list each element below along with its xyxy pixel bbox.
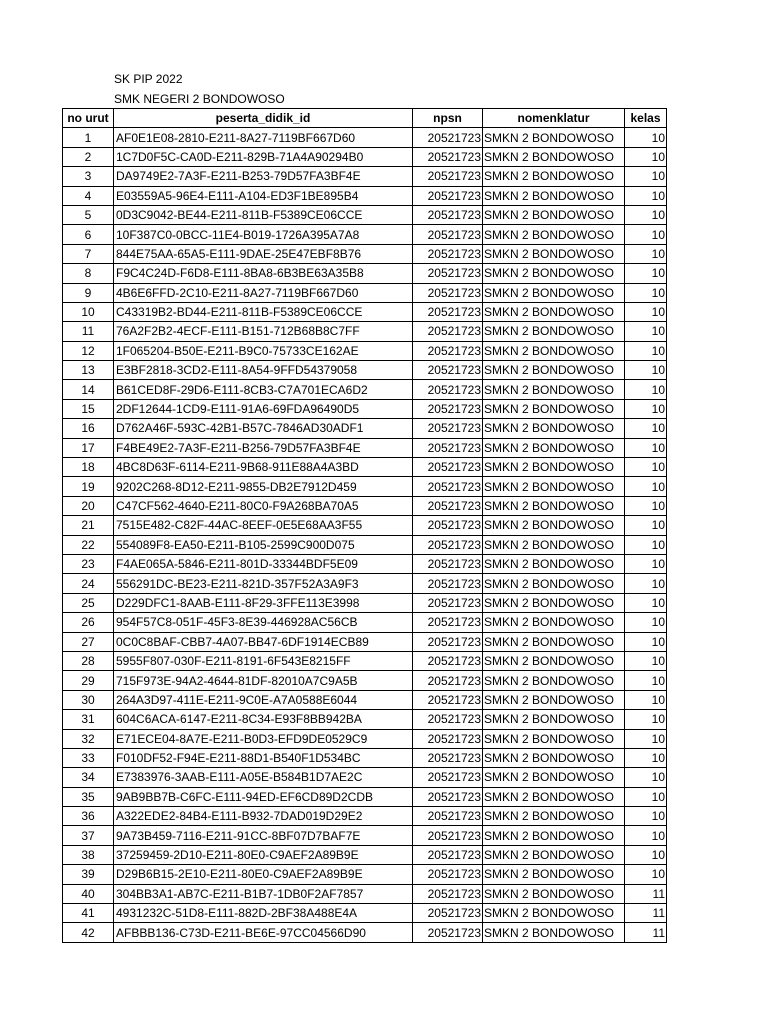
cell-npsn: 20521723 [413, 341, 483, 360]
cell-no-urut: 27 [63, 632, 114, 651]
table-row [63, 554, 667, 573]
table-row [63, 322, 667, 341]
cell-no-urut: 38 [63, 845, 114, 864]
cell-npsn: 20521723 [413, 283, 483, 302]
cell-npsn: 20521723 [413, 593, 483, 612]
cell-no-urut: 5 [63, 205, 114, 224]
cell-peserta-didik-id: 556291DC-BE23-E211-821D-357F52A3A9F3 [114, 574, 413, 593]
cell-no-urut: 34 [63, 768, 114, 787]
table-row [63, 264, 667, 283]
table-row [63, 826, 667, 845]
cell-peserta-didik-id: 304BB3A1-AB7C-E211-B1B7-1DB0F2AF7857 [114, 884, 413, 903]
cell-no-urut: 18 [63, 458, 114, 477]
table-row [63, 535, 667, 554]
cell-no-urut: 20 [63, 496, 114, 515]
cell-peserta-didik-id: F9C4C24D-F6D8-E111-8BA8-6B3BE63A35B8 [114, 264, 413, 283]
table-row [63, 380, 667, 399]
cell-kelas: 10 [625, 845, 667, 864]
cell-peserta-didik-id: 264A3D97-411E-E211-9C0E-A7A0588E6044 [114, 690, 413, 709]
column-header-nomenklatur: nomenklatur [483, 109, 625, 128]
cell-kelas: 10 [625, 264, 667, 283]
table-row [63, 205, 667, 224]
table-row [63, 574, 667, 593]
cell-npsn: 20521723 [413, 167, 483, 186]
cell-npsn: 20521723 [413, 690, 483, 709]
table-row [63, 302, 667, 321]
table-row [63, 923, 667, 942]
table-row [63, 651, 667, 670]
cell-kelas: 11 [625, 904, 667, 923]
cell-npsn: 20521723 [413, 147, 483, 166]
cell-peserta-didik-id: 954F57C8-051F-45F3-8E39-446928AC56CB [114, 613, 413, 632]
table-row [63, 399, 667, 418]
cell-nomenklatur: SMKN 2 BONDOWOSO [483, 496, 625, 515]
cell-no-urut: 3 [63, 167, 114, 186]
cell-no-urut: 13 [63, 361, 114, 380]
cell-nomenklatur: SMKN 2 BONDOWOSO [483, 283, 625, 302]
cell-nomenklatur: SMKN 2 BONDOWOSO [483, 167, 625, 186]
cell-nomenklatur: SMKN 2 BONDOWOSO [483, 807, 625, 826]
cell-kelas: 10 [625, 710, 667, 729]
cell-no-urut: 30 [63, 690, 114, 709]
cell-kelas: 10 [625, 807, 667, 826]
cell-nomenklatur: SMKN 2 BONDOWOSO [483, 554, 625, 573]
cell-nomenklatur: SMKN 2 BONDOWOSO [483, 419, 625, 438]
cell-npsn: 20521723 [413, 458, 483, 477]
cell-peserta-didik-id: D229DFC1-8AAB-E111-8F29-3FFE113E3998 [114, 593, 413, 612]
cell-nomenklatur: SMKN 2 BONDOWOSO [483, 651, 625, 670]
cell-npsn: 20521723 [413, 399, 483, 418]
cell-nomenklatur: SMKN 2 BONDOWOSO [483, 477, 625, 496]
cell-npsn: 20521723 [413, 186, 483, 205]
cell-no-urut: 15 [63, 399, 114, 418]
cell-kelas: 10 [625, 516, 667, 535]
table-row [63, 748, 667, 767]
table-row [63, 768, 667, 787]
cell-npsn: 20521723 [413, 438, 483, 457]
cell-kelas: 10 [625, 244, 667, 263]
cell-npsn: 20521723 [413, 574, 483, 593]
cell-no-urut: 16 [63, 419, 114, 438]
cell-kelas: 10 [625, 593, 667, 612]
cell-peserta-didik-id: 5955F807-030F-E211-8191-6F543E8215FF [114, 651, 413, 670]
cell-npsn: 20521723 [413, 554, 483, 573]
table-row [63, 419, 667, 438]
cell-peserta-didik-id: DA9749E2-7A3F-E211-B253-79D57FA3BF4E [114, 167, 413, 186]
cell-kelas: 11 [625, 884, 667, 903]
cell-no-urut: 42 [63, 923, 114, 942]
table-row [63, 884, 667, 903]
cell-nomenklatur: SMKN 2 BONDOWOSO [483, 923, 625, 942]
table-row [63, 845, 667, 864]
cell-peserta-didik-id: 9AB9BB7B-C6FC-E111-94ED-EF6CD89D2CDB [114, 787, 413, 806]
cell-kelas: 10 [625, 283, 667, 302]
table-row [63, 147, 667, 166]
cell-kelas: 10 [625, 361, 667, 380]
cell-nomenklatur: SMKN 2 BONDOWOSO [483, 264, 625, 283]
cell-no-urut: 41 [63, 904, 114, 923]
cell-no-urut: 40 [63, 884, 114, 903]
cell-nomenklatur: SMKN 2 BONDOWOSO [483, 438, 625, 457]
cell-no-urut: 37 [63, 826, 114, 845]
column-header-peserta-didik-id: peserta_didik_id [114, 109, 413, 128]
cell-kelas: 10 [625, 322, 667, 341]
cell-kelas: 10 [625, 399, 667, 418]
cell-npsn: 20521723 [413, 613, 483, 632]
cell-no-urut: 4 [63, 186, 114, 205]
cell-peserta-didik-id: D29B6B15-2E10-E211-80E0-C9AEF2A89B9E [114, 865, 413, 884]
cell-peserta-didik-id: E7383976-3AAB-E111-A05E-B584B1D7AE2C [114, 768, 413, 787]
cell-npsn: 20521723 [413, 302, 483, 321]
cell-kelas: 10 [625, 477, 667, 496]
cell-peserta-didik-id: 1C7D0F5C-CA0D-E211-829B-71A4A90294B0 [114, 147, 413, 166]
cell-no-urut: 11 [63, 322, 114, 341]
cell-no-urut: 25 [63, 593, 114, 612]
cell-no-urut: 23 [63, 554, 114, 573]
cell-npsn: 20521723 [413, 361, 483, 380]
cell-kelas: 10 [625, 574, 667, 593]
cell-npsn: 20521723 [413, 748, 483, 767]
cell-kelas: 10 [625, 458, 667, 477]
column-header-kelas: kelas [625, 109, 667, 128]
cell-nomenklatur: SMKN 2 BONDOWOSO [483, 361, 625, 380]
table-row [63, 671, 667, 690]
cell-npsn: 20521723 [413, 904, 483, 923]
cell-npsn: 20521723 [413, 671, 483, 690]
cell-nomenklatur: SMKN 2 BONDOWOSO [483, 884, 625, 903]
table-row [63, 690, 667, 709]
cell-npsn: 20521723 [413, 845, 483, 864]
table-row [63, 477, 667, 496]
cell-npsn: 20521723 [413, 884, 483, 903]
cell-nomenklatur: SMKN 2 BONDOWOSO [483, 768, 625, 787]
column-header-npsn: npsn [413, 109, 483, 128]
cell-kelas: 10 [625, 729, 667, 748]
cell-npsn: 20521723 [413, 264, 483, 283]
cell-kelas: 10 [625, 186, 667, 205]
cell-no-urut: 7 [63, 244, 114, 263]
table-row [63, 632, 667, 651]
cell-npsn: 20521723 [413, 244, 483, 263]
cell-peserta-didik-id: F4AE065A-5846-E211-801D-33344BDF5E09 [114, 554, 413, 573]
cell-kelas: 10 [625, 225, 667, 244]
cell-peserta-didik-id: 715F973E-94A2-4644-81DF-82010A7C9A5B [114, 671, 413, 690]
table-row [63, 458, 667, 477]
table-row [63, 225, 667, 244]
table-row [63, 167, 667, 186]
cell-npsn: 20521723 [413, 651, 483, 670]
cell-peserta-didik-id: 9A73B459-7116-E211-91CC-8BF07D7BAF7E [114, 826, 413, 845]
cell-nomenklatur: SMKN 2 BONDOWOSO [483, 671, 625, 690]
cell-no-urut: 26 [63, 613, 114, 632]
cell-peserta-didik-id: E71ECE04-8A7E-E211-B0D3-EFD9DE0529C9 [114, 729, 413, 748]
cell-nomenklatur: SMKN 2 BONDOWOSO [483, 613, 625, 632]
cell-nomenklatur: SMKN 2 BONDOWOSO [483, 225, 625, 244]
cell-no-urut: 31 [63, 710, 114, 729]
cell-nomenklatur: SMKN 2 BONDOWOSO [483, 535, 625, 554]
cell-kelas: 10 [625, 768, 667, 787]
cell-nomenklatur: SMKN 2 BONDOWOSO [483, 399, 625, 418]
cell-peserta-didik-id: 4B6E6FFD-2C10-E211-8A27-7119BF667D60 [114, 283, 413, 302]
table-row [63, 283, 667, 302]
cell-nomenklatur: SMKN 2 BONDOWOSO [483, 322, 625, 341]
cell-kelas: 10 [625, 554, 667, 573]
cell-kelas: 10 [625, 438, 667, 457]
cell-no-urut: 9 [63, 283, 114, 302]
cell-nomenklatur: SMKN 2 BONDOWOSO [483, 904, 625, 923]
cell-no-urut: 32 [63, 729, 114, 748]
cell-npsn: 20521723 [413, 496, 483, 515]
cell-nomenklatur: SMKN 2 BONDOWOSO [483, 147, 625, 166]
table-row [63, 710, 667, 729]
table-row [63, 341, 667, 360]
cell-nomenklatur: SMKN 2 BONDOWOSO [483, 710, 625, 729]
table-body [63, 128, 667, 942]
cell-kelas: 10 [625, 128, 667, 147]
cell-kelas: 10 [625, 302, 667, 321]
cell-nomenklatur: SMKN 2 BONDOWOSO [483, 748, 625, 767]
cell-peserta-didik-id: C47CF562-4640-E211-80C0-F9A268BA70A5 [114, 496, 413, 515]
table-row [63, 361, 667, 380]
cell-npsn: 20521723 [413, 710, 483, 729]
cell-kelas: 10 [625, 205, 667, 224]
cell-peserta-didik-id: 1F065204-B50E-E211-B9C0-75733CE162AE [114, 341, 413, 360]
cell-peserta-didik-id: 604C6ACA-6147-E211-8C34-E93F8BB942BA [114, 710, 413, 729]
cell-kelas: 11 [625, 923, 667, 942]
table-row [63, 496, 667, 515]
cell-nomenklatur: SMKN 2 BONDOWOSO [483, 128, 625, 147]
cell-no-urut: 2 [63, 147, 114, 166]
cell-npsn: 20521723 [413, 128, 483, 147]
cell-no-urut: 22 [63, 535, 114, 554]
cell-kelas: 10 [625, 147, 667, 166]
cell-kelas: 10 [625, 341, 667, 360]
cell-nomenklatur: SMKN 2 BONDOWOSO [483, 341, 625, 360]
cell-npsn: 20521723 [413, 477, 483, 496]
table-row [63, 807, 667, 826]
cell-nomenklatur: SMKN 2 BONDOWOSO [483, 574, 625, 593]
school-name: SMK NEGERI 2 BONDOWOSO [114, 92, 285, 106]
table-row [63, 865, 667, 884]
table-row [63, 904, 667, 923]
cell-peserta-didik-id: A322EDE2-84B4-E111-B932-7DAD019D29E2 [114, 807, 413, 826]
cell-npsn: 20521723 [413, 729, 483, 748]
cell-kelas: 10 [625, 787, 667, 806]
table-row [63, 244, 667, 263]
cell-kelas: 10 [625, 632, 667, 651]
cell-peserta-didik-id: 7515E482-C82F-44AC-8EEF-0E5E68AA3F55 [114, 516, 413, 535]
cell-kelas: 10 [625, 865, 667, 884]
cell-npsn: 20521723 [413, 419, 483, 438]
cell-peserta-didik-id: 2DF12644-1CD9-E111-91A6-69FDA96490D5 [114, 399, 413, 418]
cell-peserta-didik-id: E3BF2818-3CD2-E111-8A54-9FFD54379058 [114, 361, 413, 380]
table-row [63, 186, 667, 205]
cell-nomenklatur: SMKN 2 BONDOWOSO [483, 865, 625, 884]
cell-kelas: 10 [625, 535, 667, 554]
cell-kelas: 10 [625, 496, 667, 515]
cell-nomenklatur: SMKN 2 BONDOWOSO [483, 729, 625, 748]
cell-peserta-didik-id: 0D3C9042-BE44-E211-811B-F5389CE06CCE [114, 205, 413, 224]
document-title: SK PIP 2022 [114, 72, 183, 86]
cell-no-urut: 36 [63, 807, 114, 826]
cell-peserta-didik-id: 0C0C8BAF-CBB7-4A07-BB47-6DF1914ECB89 [114, 632, 413, 651]
cell-npsn: 20521723 [413, 768, 483, 787]
cell-kelas: 10 [625, 671, 667, 690]
cell-no-urut: 12 [63, 341, 114, 360]
cell-kelas: 10 [625, 613, 667, 632]
cell-nomenklatur: SMKN 2 BONDOWOSO [483, 458, 625, 477]
table-row [63, 438, 667, 457]
cell-peserta-didik-id: 10F387C0-0BCC-11E4-B019-1726A395A7A8 [114, 225, 413, 244]
cell-peserta-didik-id: C43319B2-BD44-E211-811B-F5389CE06CCE [114, 302, 413, 321]
table-row [63, 593, 667, 612]
cell-kelas: 10 [625, 380, 667, 399]
cell-no-urut: 33 [63, 748, 114, 767]
table-row [63, 128, 667, 147]
student-table [62, 108, 667, 943]
cell-no-urut: 21 [63, 516, 114, 535]
cell-peserta-didik-id: 76A2F2B2-4ECF-E111-B151-712B68B8C7FF [114, 322, 413, 341]
table-row [63, 787, 667, 806]
cell-npsn: 20521723 [413, 632, 483, 651]
cell-no-urut: 39 [63, 865, 114, 884]
cell-npsn: 20521723 [413, 205, 483, 224]
cell-no-urut: 28 [63, 651, 114, 670]
cell-nomenklatur: SMKN 2 BONDOWOSO [483, 380, 625, 399]
cell-kelas: 10 [625, 690, 667, 709]
table-row [63, 613, 667, 632]
cell-npsn: 20521723 [413, 535, 483, 554]
cell-kelas: 10 [625, 167, 667, 186]
cell-no-urut: 6 [63, 225, 114, 244]
cell-npsn: 20521723 [413, 807, 483, 826]
table-row [63, 729, 667, 748]
cell-peserta-didik-id: 4931232C-51D8-E111-882D-2BF38A488E4A [114, 904, 413, 923]
cell-peserta-didik-id: D762A46F-593C-42B1-B57C-7846AD30ADF1 [114, 419, 413, 438]
cell-kelas: 10 [625, 651, 667, 670]
cell-peserta-didik-id: AF0E1E08-2810-E211-8A27-7119BF667D60 [114, 128, 413, 147]
cell-peserta-didik-id: 37259459-2D10-E211-80E0-C9AEF2A89B9E [114, 845, 413, 864]
cell-no-urut: 35 [63, 787, 114, 806]
cell-no-urut: 19 [63, 477, 114, 496]
cell-kelas: 10 [625, 419, 667, 438]
cell-no-urut: 24 [63, 574, 114, 593]
cell-kelas: 10 [625, 826, 667, 845]
cell-peserta-didik-id: E03559A5-96E4-E111-A104-ED3F1BE895B4 [114, 186, 413, 205]
cell-peserta-didik-id: 844E75AA-65A5-E111-9DAE-25E47EBF8B76 [114, 244, 413, 263]
cell-nomenklatur: SMKN 2 BONDOWOSO [483, 516, 625, 535]
cell-peserta-didik-id: 4BC8D63F-6114-E211-9B68-911E88A4A3BD [114, 458, 413, 477]
table-header-row [63, 109, 667, 128]
cell-peserta-didik-id: B61CED8F-29D6-E111-8CB3-C7A701ECA6D2 [114, 380, 413, 399]
cell-npsn: 20521723 [413, 322, 483, 341]
cell-npsn: 20521723 [413, 787, 483, 806]
cell-npsn: 20521723 [413, 380, 483, 399]
cell-npsn: 20521723 [413, 923, 483, 942]
cell-peserta-didik-id: AFBBB136-C73D-E211-BE6E-97CC04566D90 [114, 923, 413, 942]
cell-npsn: 20521723 [413, 865, 483, 884]
cell-npsn: 20521723 [413, 225, 483, 244]
cell-kelas: 10 [625, 748, 667, 767]
cell-nomenklatur: SMKN 2 BONDOWOSO [483, 186, 625, 205]
cell-nomenklatur: SMKN 2 BONDOWOSO [483, 787, 625, 806]
cell-nomenklatur: SMKN 2 BONDOWOSO [483, 690, 625, 709]
cell-nomenklatur: SMKN 2 BONDOWOSO [483, 302, 625, 321]
cell-nomenklatur: SMKN 2 BONDOWOSO [483, 244, 625, 263]
cell-nomenklatur: SMKN 2 BONDOWOSO [483, 593, 625, 612]
cell-nomenklatur: SMKN 2 BONDOWOSO [483, 845, 625, 864]
cell-no-urut: 10 [63, 302, 114, 321]
cell-npsn: 20521723 [413, 826, 483, 845]
table-row [63, 516, 667, 535]
cell-no-urut: 14 [63, 380, 114, 399]
cell-peserta-didik-id: 9202C268-8D12-E211-9855-DB2E7912D459 [114, 477, 413, 496]
cell-npsn: 20521723 [413, 516, 483, 535]
cell-nomenklatur: SMKN 2 BONDOWOSO [483, 632, 625, 651]
cell-no-urut: 1 [63, 128, 114, 147]
column-header-no-urut: no urut [63, 109, 114, 128]
cell-no-urut: 8 [63, 264, 114, 283]
cell-nomenklatur: SMKN 2 BONDOWOSO [483, 826, 625, 845]
cell-peserta-didik-id: F010DF52-F94E-E211-88D1-B540F1D534BC [114, 748, 413, 767]
cell-no-urut: 17 [63, 438, 114, 457]
cell-peserta-didik-id: 554089F8-EA50-E211-B105-2599C900D075 [114, 535, 413, 554]
cell-nomenklatur: SMKN 2 BONDOWOSO [483, 205, 625, 224]
cell-no-urut: 29 [63, 671, 114, 690]
cell-peserta-didik-id: F4BE49E2-7A3F-E211-B256-79D57FA3BF4E [114, 438, 413, 457]
